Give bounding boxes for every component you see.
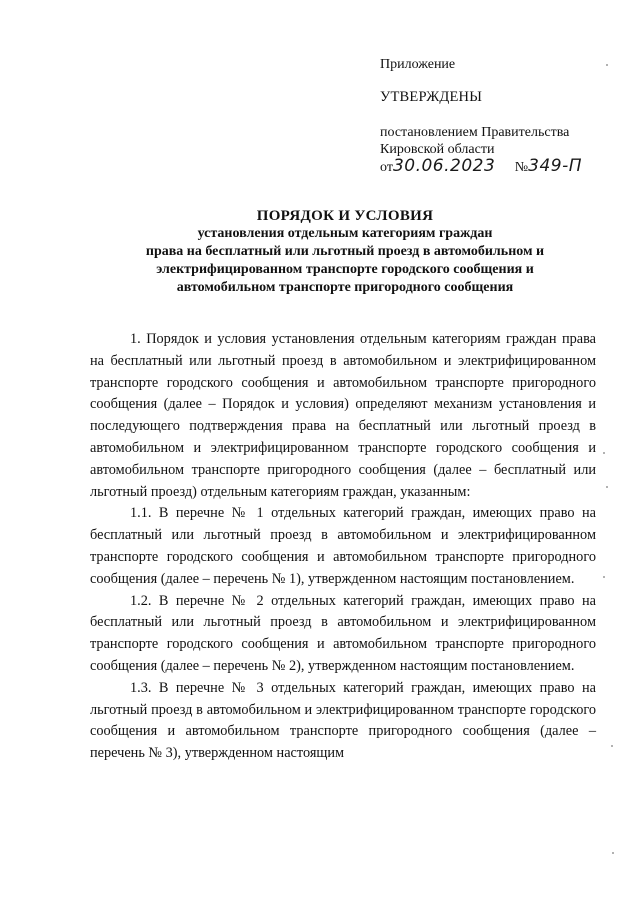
scan-speck (603, 576, 605, 578)
title-line: установления отдельным категориям граждан (197, 226, 493, 241)
number-prefix: № (514, 160, 529, 175)
handwritten-number: 349-П (528, 156, 583, 176)
document-title (90, 207, 600, 297)
scan-speck (612, 852, 614, 854)
title-line: автомобильном транспорте пригородного сообщения (176, 280, 514, 295)
handwritten-date: 30.06.2023 (392, 156, 496, 176)
title-main: ПОРЯДОК И УСЛОВИЯ (256, 208, 434, 224)
approved-heading: УТВЕРЖДЕНЫ (380, 89, 483, 105)
paragraph-1: 1. Порядок и условия установления отдельным категориям граждан права на бесплатный или льготный проезд в автомобильном и электрифицированном транспорте городского сообщения и автомобильном транспорте пригородного сообщения (далее – Порядок и условия) определяют механизм установления и последующего подтверждения права на бесплатный или льготный проезд в автомобильном и электрифицированном транспорте городского сообщения и автомобильном транспорте пригородного сообщения (далее – бесплатный или льготный проезд) отдельным категориям граждан, указанным: (90, 331, 596, 500)
document-body (90, 329, 596, 765)
scan-speck (606, 486, 608, 488)
paragraph-1-2: 1.2. В перечне № 2 отдельных категорий граждан, имеющих право на бесплатный или льготный проезд в автомобильном и электрифицированном транспорте городского сообщения и автомобильном транспорте пригородного сообщения (далее – перечень № 2), утвержденном настоящим постановлением. (90, 592, 596, 674)
scan-speck (606, 64, 608, 66)
date-prefix: от (380, 160, 393, 175)
appendix-label: Приложение (380, 57, 456, 72)
paragraph-1-1: 1.1. В перечне № 1 отдельных категорий граждан, имеющих право на бесплатный или льготный проезд в автомобильном и электрифицированном транспорте городского сообщения и автомобильном транспорте пригородного сообщения (далее – перечень № 1), утвержденном настоящим постановлением. (90, 505, 596, 587)
decree-line-2: Кировской области (380, 142, 495, 157)
approval-block (380, 56, 610, 180)
decree-line-1: постановлением Правительства (380, 125, 570, 140)
title-line: электрифицированном транспорте городского сообщения и (156, 262, 534, 277)
scan-speck (611, 745, 613, 747)
title-line: права на бесплатный или льготный проезд в автомобильном и (145, 244, 545, 259)
scan-speck (603, 452, 605, 454)
decree-date-number (380, 158, 610, 180)
paragraph-1-3: 1.3. В перечне № 3 отдельных категорий граждан, имеющих право на льготный проезд в автомобильном и электрифицированном транспорте городского сообщения и автомобильном транспорте пригородного сообщения (далее – перечень № 3), утвержденном настоящим (90, 679, 596, 762)
